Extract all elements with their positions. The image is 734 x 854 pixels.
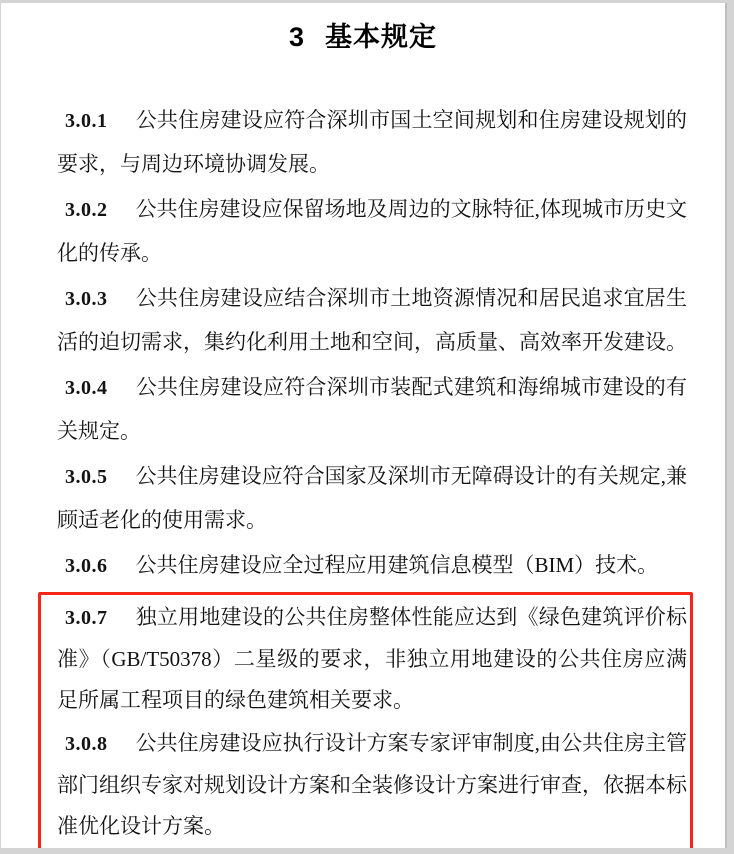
chapter-title-text: 基本规定 xyxy=(325,22,438,52)
clause-text: 公共住房建设应符合国家及深圳市无障碍设计的有关规定,兼顾适老化的使用需求。 xyxy=(57,464,687,532)
clause-text: 公共住房建设应符合深圳市装配式建筑和海绵城市建设的有关规定。 xyxy=(57,375,687,443)
document-content xyxy=(1,99,725,848)
clause-3-0-6 xyxy=(57,544,687,588)
chapter-title xyxy=(1,17,725,57)
clause-text: 公共住房建设应符合深圳市国土空间规划和住房建设规划的要求，与周边环境协调发展。 xyxy=(57,108,687,176)
clause-text: 公共住房建设应结合深圳市土地资源情况和居民追求宜居生活的迫切需求，集约化利用土地和空间，高质量、高效率开发建设。 xyxy=(57,286,687,354)
clause-3-0-8 xyxy=(57,723,687,847)
clause-3-0-1 xyxy=(57,99,687,186)
clause-3-0-5 xyxy=(57,455,687,542)
clause-number: 3.0.3 xyxy=(65,288,108,310)
highlight-box xyxy=(38,592,693,848)
clause-number: 3.0.1 xyxy=(65,110,108,132)
clause-text: 公共住房建设应执行设计方案专家评审制度,由公共住房主管部门组织专家对规划设计方案和全装修设计方案进行审查，依据本标准优化设计方案。 xyxy=(57,731,687,838)
clause-3-0-2 xyxy=(57,188,687,275)
clause-3-0-3 xyxy=(57,277,687,364)
clause-number: 3.0.7 xyxy=(65,607,108,629)
clause-number: 3.0.2 xyxy=(65,199,108,221)
clause-3-0-4 xyxy=(57,366,687,453)
clause-text: 公共住房建设应全过程应用建筑信息模型（BIM）技术。 xyxy=(135,553,659,577)
clause-text: 公共住房建设应保留场地及周边的文脉特征,体现城市历史文化的传承。 xyxy=(57,197,687,265)
clause-number: 3.0.4 xyxy=(65,377,108,399)
chapter-number: 3 xyxy=(288,22,306,52)
document-page xyxy=(1,3,727,848)
clause-text: 独立用地建设的公共住房整体性能应达到《绿色建筑评价标准》（GB/T50378）二星级的要求，非独立用地建设的公共住房应满足所属工程项目的绿色建筑相关要求。 xyxy=(57,605,687,712)
clause-number: 3.0.6 xyxy=(65,555,108,577)
clause-number: 3.0.5 xyxy=(65,466,108,488)
clause-number: 3.0.8 xyxy=(65,733,108,755)
clause-3-0-7 xyxy=(57,597,687,721)
